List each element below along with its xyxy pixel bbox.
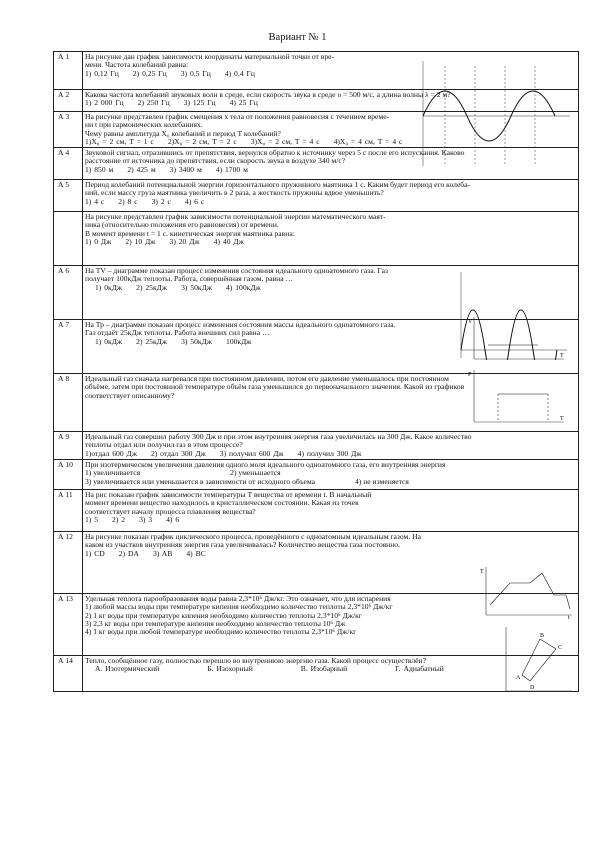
a6-axis-v-label: V bbox=[468, 319, 473, 325]
question-number: А 2 bbox=[54, 90, 83, 112]
answer-option[interactable]: 4) 100кДж bbox=[226, 282, 261, 292]
question-number: А 5 bbox=[54, 180, 83, 212]
answer-option[interactable]: 4) 0,4 Гц bbox=[224, 68, 255, 78]
answer-option[interactable]: 100кДж bbox=[226, 336, 252, 346]
question-row bbox=[54, 490, 579, 532]
question-text-line: На рисунке представлен график зависимости потенциальной энергии математического маят- bbox=[85, 212, 386, 222]
answer-option[interactable]: 4) 40 Дж bbox=[213, 237, 244, 247]
question-text-line: На рисунке представлен график смещения x тела от положения равновесия с течением време- bbox=[85, 112, 390, 121]
question-text-line: На рис показан график зависимости температуры T вещества от времени t. В начальный bbox=[85, 490, 372, 500]
answer-options bbox=[85, 238, 576, 246]
question-body bbox=[83, 212, 579, 266]
answer-option[interactable]: 4) BC bbox=[186, 548, 206, 558]
a12-point-c: C bbox=[558, 645, 563, 651]
question-row bbox=[54, 432, 579, 460]
answer-option[interactable]: 1) 0кДж bbox=[95, 336, 123, 346]
answer-option[interactable]: 1)X₀ = 2 см, T = 1 с bbox=[85, 136, 154, 146]
question-body bbox=[83, 460, 579, 490]
answer-option[interactable]: 3) AB bbox=[152, 548, 173, 558]
question-number: А 6 bbox=[54, 266, 83, 320]
answer-option[interactable]: 4) 25 Гц bbox=[229, 98, 258, 108]
question-text-line: момент времени вещество находилось в кристаллическом состоянии. Какая из точек bbox=[85, 498, 359, 508]
question-text-line: На рисунке дан график зависимости координаты материальной точки от вре- bbox=[85, 52, 335, 61]
answer-option[interactable]: Г. Адиабатный bbox=[395, 664, 444, 674]
question-text-line: Тепло, сообщённое газу, полностью перешло во внутреннюю энергию газа. Какой процесс осуществлён? bbox=[85, 656, 426, 666]
answer-option[interactable]: 3) получил 600 Дж bbox=[219, 448, 284, 458]
answer-option[interactable]: 2) 425 м bbox=[127, 164, 156, 174]
answer-option[interactable]: А. Изотермический bbox=[95, 664, 160, 674]
question-number: А 9 bbox=[54, 432, 83, 460]
answer-options bbox=[85, 198, 576, 206]
answer-option[interactable]: 2) 2 bbox=[112, 515, 126, 525]
question-text-line: 1) любой массы воды при температуре кипения необходимо количество теплоты 2,3*10⁶ Дж/кг bbox=[85, 602, 393, 612]
answer-option[interactable]: Б. Изохорный bbox=[207, 664, 253, 674]
figure-a11-temperature-graph bbox=[480, 565, 575, 620]
question-text-line: Идеальный газ совершил работу 300 Дж и при этом внутренняя энергия газа увеличилась на 300 Дж. Какое количество bbox=[85, 432, 472, 442]
question-text-line: расстояние от источника до препятствия, если скорость звука в воздухе 340 м/с? bbox=[85, 156, 346, 166]
question-text-line: Удельная теплота парообразования воды равна 2,3*10⁶ Дж/кг. Это означает, что для испарения bbox=[85, 594, 391, 604]
question-text-line: На Тр – диаграмме показан процесс изменения состояния массы идеального одноатомного газа. bbox=[85, 320, 396, 330]
page-title: Вариант № 1 bbox=[268, 32, 327, 43]
question-number: А 7 bbox=[54, 320, 83, 374]
answer-option[interactable]: 4)X₀ = 4 см, T = 4 с bbox=[333, 136, 403, 146]
a11-axis-t-label: T bbox=[480, 569, 484, 575]
question-number: А 8 bbox=[54, 374, 83, 432]
answer-option[interactable]: 3)X₀ = 2 см, T = 4 с bbox=[250, 136, 320, 146]
question-number: А 12 bbox=[54, 532, 83, 594]
question-text-line: 4) 1 кг воды при любой температуре необходимо количество теплоты 2,3*10⁶ Дж/кг bbox=[85, 627, 357, 637]
answer-option[interactable]: 2) 10 Дж bbox=[125, 237, 156, 247]
question-body bbox=[83, 180, 579, 212]
a11-axis-time-label: t bbox=[568, 615, 570, 620]
answer-option[interactable]: 1)отдал 600 Дж bbox=[85, 448, 137, 458]
answer-option[interactable]: 2) 25кДж bbox=[136, 336, 168, 346]
figure-a7-tp-diagram bbox=[468, 368, 568, 428]
answer-option[interactable]: 1) увеличивается bbox=[85, 468, 141, 478]
question-number: А 3 bbox=[54, 112, 83, 148]
figure-a6-tv-diagram bbox=[468, 315, 568, 363]
question-text-line: На TV – диаграмме показан процесс изменения состояния идеального одноатомного газа. Газ bbox=[85, 266, 388, 276]
a7-axis-t-label: T bbox=[560, 416, 564, 422]
question-row bbox=[54, 212, 579, 266]
question-text-line: Газ отдаёт 25кДж теплоты. Работа внешних сил равна … bbox=[85, 328, 270, 338]
question-text-line: При изотермическом увеличении давления одного моля идеального одноатомного газа, его внутренняя энергия bbox=[85, 460, 446, 470]
question-text-line: Идеальный газ сначала нагревался при постоянном давлении, потом его давление уменьшалось при постоянном bbox=[85, 374, 449, 384]
question-body bbox=[83, 432, 579, 460]
question-text-line: Звуковой сигнал, отразившись от препятствия, вернулся обратно к источнику через 5 с после его испускания. Каково bbox=[85, 148, 465, 158]
question-text-line: Чему равны амплитуда X₀ колебаний и период T колебаний? bbox=[85, 128, 281, 138]
answer-option[interactable]: 1) CD bbox=[85, 548, 105, 558]
answer-option[interactable]: 4) получил 300 Дж bbox=[297, 448, 362, 458]
answer-option[interactable]: 3) 3 bbox=[139, 515, 153, 525]
question-text-line: мени. Частота колебаний равна: bbox=[85, 60, 189, 70]
answer-option[interactable]: 2) 8 с bbox=[118, 196, 138, 206]
question-text-line: каком из участков внутренняя энергия газа увеличивалась? Количество вещества газа постоянно. bbox=[85, 540, 400, 550]
answer-option[interactable]: 2)X₀ = 2 см, T = 2 с bbox=[167, 136, 237, 146]
a12-point-b: B bbox=[540, 633, 545, 639]
answer-option[interactable]: 2) 250 Гц bbox=[137, 98, 170, 108]
question-number: А 13 bbox=[54, 594, 83, 656]
answer-option[interactable]: 3) 0,5 Гц bbox=[180, 68, 211, 78]
answer-option[interactable]: 1) 0,12 Гц bbox=[85, 68, 119, 78]
question-number: А 14 bbox=[54, 656, 83, 692]
answer-options bbox=[85, 550, 576, 558]
question-text-line: 3) 2,3 кг воды при температуре кипения необходимо количество теплоты 10⁶ Дж bbox=[85, 619, 346, 629]
question-text-line: Период колебаний потенциальной энергии горизонтального пружинного маятника 1 с. Каким будет период его колеба- bbox=[85, 180, 471, 190]
answer-option[interactable]: 4) не изменяется bbox=[355, 476, 409, 486]
answer-options bbox=[85, 478, 576, 486]
question-number: А 11 bbox=[54, 490, 83, 532]
a12-point-d: D bbox=[530, 685, 535, 691]
question-text-line: соответствует описанному? bbox=[85, 390, 175, 400]
answer-option[interactable]: 2) отдал 300 Дж bbox=[150, 448, 206, 458]
answer-option[interactable]: 3) 20 Дж bbox=[169, 237, 200, 247]
question-text-line: В момент времени t = 1 с. кинетическая энергия маятника равна: bbox=[85, 228, 295, 238]
question-text-line: 2) 1 кг воды при температуре кипения необходимо количество теплоты 2,3*10⁶ Дж/кг bbox=[85, 610, 362, 620]
question-number: А 4 bbox=[54, 148, 83, 180]
answer-option[interactable]: 4) 1700 м bbox=[215, 164, 248, 174]
question-text-line: Какова частота колебаний звуковых волн в среде, если скорость звука в среде υ = 500 м/с, а длина волны λ = 2 м? bbox=[85, 90, 451, 99]
answer-option[interactable]: 2) 25кДж bbox=[136, 282, 168, 292]
answer-option[interactable]: 2) DA bbox=[118, 548, 139, 558]
answer-option[interactable]: 1) 0 Дж bbox=[85, 237, 112, 247]
answer-option[interactable]: 4) 6 bbox=[166, 515, 180, 525]
question-text-line: получает 100кДж теплоты. Работа, совершённая газом, равна … bbox=[85, 274, 294, 284]
answer-option[interactable]: 1) 4 с bbox=[85, 196, 105, 206]
answer-option[interactable]: В. Изобарный bbox=[300, 664, 348, 674]
answer-option[interactable]: 2) уменьшается bbox=[230, 468, 281, 478]
figure-a1-graph bbox=[415, 56, 575, 176]
question-text-line: На рисунке показан график циклического процесса, проведённого с одноатомным идеальным газом. На bbox=[85, 532, 421, 542]
question-text-line: объёме, затем при постоянной температуре объём газа уменьшился до первоначального значения. Какой из графиков bbox=[85, 382, 465, 392]
answer-option[interactable]: 3) увеличивается или уменьшается в зависимости от исходного объема bbox=[85, 476, 315, 486]
a7-axis-p-label: P bbox=[468, 372, 472, 378]
question-body bbox=[83, 490, 579, 532]
answer-options bbox=[85, 450, 576, 458]
answer-option[interactable]: 2) 0,25 Гц bbox=[132, 68, 167, 78]
answer-option[interactable]: 3) 50кДж bbox=[181, 336, 213, 346]
answer-option[interactable]: 1) 2 000 Гц bbox=[85, 98, 124, 108]
answer-option[interactable]: 3) 50кДж bbox=[181, 282, 213, 292]
question-text-line: ний, если массу груза маятника увеличить в 2 раза, а жесткость пружины вдвое уменьшить? bbox=[85, 188, 384, 198]
a6-axis-t-label: T bbox=[560, 353, 564, 359]
question-text-line: ника (относительно положения его равновесия) от времени. bbox=[85, 220, 279, 230]
question-row bbox=[54, 460, 579, 490]
answer-option[interactable]: 3) 3400 м bbox=[169, 164, 202, 174]
answer-option[interactable]: 1) 5 bbox=[85, 515, 99, 525]
question-row bbox=[54, 180, 579, 212]
question-text-line: теплоты отдал или получил газ в этом процессе? bbox=[85, 440, 243, 450]
answer-option[interactable]: 1) 850 м bbox=[85, 164, 114, 174]
a12-point-a: A bbox=[516, 675, 521, 681]
figure-a12-cycle-graph bbox=[500, 625, 575, 695]
answer-option[interactable]: 4) 6 с bbox=[184, 196, 205, 206]
question-number: А 1 bbox=[54, 52, 83, 90]
answer-option[interactable]: 3) 125 Гц bbox=[183, 98, 216, 108]
question-number bbox=[54, 212, 83, 266]
answer-option[interactable]: 1) 0кДж bbox=[95, 282, 123, 292]
question-text-line: соответствует началу процесса плавления вещества? bbox=[85, 506, 256, 516]
question-text-line: ни t при гармонических колебаниях. bbox=[85, 120, 203, 130]
answer-options bbox=[85, 516, 576, 524]
answer-option[interactable]: 3) 2 с bbox=[151, 196, 171, 206]
question-number: А 10 bbox=[54, 460, 83, 490]
